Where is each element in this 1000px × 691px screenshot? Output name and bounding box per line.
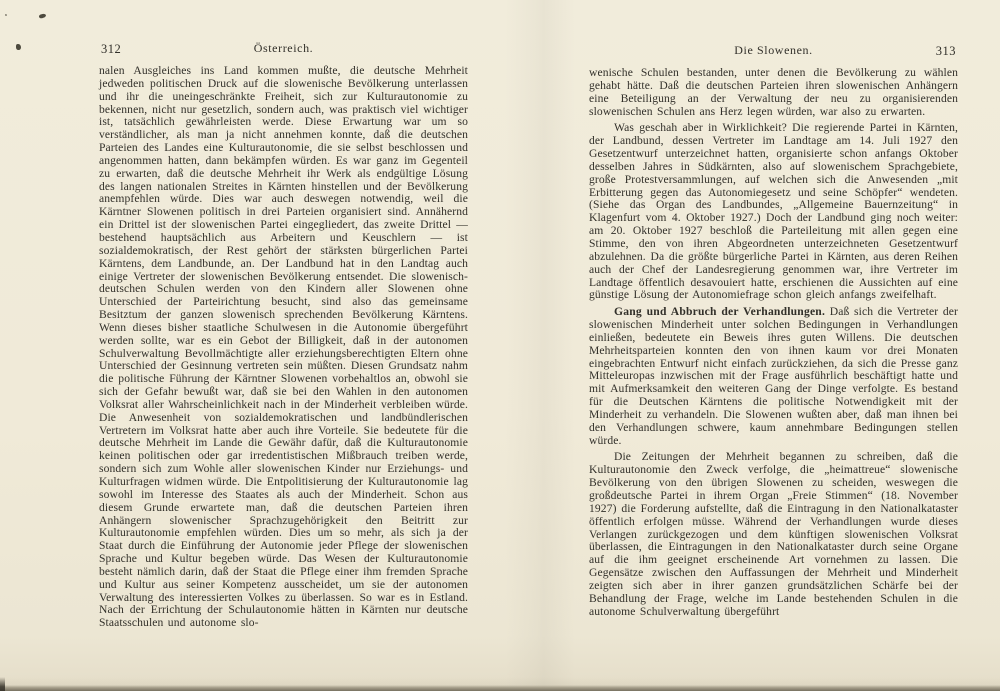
page-number-left: 312 — [101, 42, 122, 56]
ink-speck — [16, 44, 21, 50]
paragraph: Die Zeitungen der Mehrheit begannen zu schreiben, daß die Kulturautonomie den Zweck verfolge, die „heimattreue“ slowenische Bevölkerung von den übrigen Slowenen zu scheiden, weswegen die großdeutsche Partei in ihrem Organ „Freie Stimmen“ (18. November 1927) die Forderung aufstellte, daß die Eintragung in den Nationalkataster öffentlich erfolgen müsse. Während der Verhandlungen wurde dieses Verlangen zurückgezogen und dem künftigen slowenischen Volksrat überlassen, die Eintragungen in den Nationalkataster durch seine Organe auf die ihm geeignet erscheinende Art vornehmen zu lassen. Die Gegensätze zwischen den Auffassungen der Mehrheit und Minderheit zeigten sich aber in ihrer ganzen grundsätzlichen Schärfe bei der Behandlung der Frage, welche im Lande bestehenden Schulen in die autonome Schulverwaltung übergeführt — [589, 450, 958, 618]
running-head-right — [589, 43, 958, 58]
running-header-right: Die Slowenen. — [734, 43, 813, 57]
text-block-right — [589, 67, 958, 618]
page-number-right: 313 — [935, 44, 956, 58]
paragraph: Gang und Abbruch der Verhandlungen. Daß sich die Vertreter der slowenischen Minderheit unter solchen Bedingungen in Verhandlungen einließen, bedeutete ein Beweis ihres guten Willens. Die deutschen Mehrheitsparteien konnten den von ihnen kaum vor drei Monaten eingebrachten Entwurf nicht einfach zurückziehen, da sich die Presse ganz Mitteleuropas inzwischen mit der Frage ausführlich beschäftigt hatte und mit Aufmerksamkeit den weiteren Gang der Dinge verfolgte. Es bestand für die Deutschen Kärntens die politische Notwendigkeit mit der Minderheit zu verhandeln. Die Slowenen wußten aber, daß man ihnen bei den Verhandlungen schwere, kaum annehmbare Bedingungen stellen würde. — [589, 305, 958, 447]
paragraph: wenische Schulen bestanden, unter denen die Bevölkerung zu wählen gehabt hätte. Daß die deutschen Parteien ihren slowenischen Anhängern eine Beteiligung an der Verwaltung der neu zu organisierenden slowenischen Schulen ans Herz legen würden, war also zu erwarten. — [589, 66, 958, 118]
scan-bottom-edge — [0, 685, 1000, 691]
paragraph-lead: Gang und Abbruch der Verhandlungen. — [614, 305, 826, 319]
paragraph: nalen Ausgleiches ins Land kommen mußte, die deutsche Mehrheit jedweden politischen Druck auf die slowenische Bevölkerung unterlassen und ihr die uneingeschränkte Freiheit, sich zur Kulturautonomie zu bekennen, nicht nur gesetzlich, sondern auch, was praktisch viel wichtiger ist, tatsächlich gewährleisten werde. Diese Erwartung war um so verständlicher, als man ja nicht annehmen konnte, daß die deutschen Parteien des Landes eine Kulturautonomie, die sie selbst beschlossen und angenommen hatten, dann bekämpfen würden. Es war ganz im Gegenteil zu erwarten, daß die deutsche Mehrheit ihr Werk als endgültige Lösung des langen nationalen Streites in Kärnten hinstellen und der Bevölkerung anempfehlen würde. Dies war auch deswegen notwendig, weil die Kärntner Slowenen politisch in drei Parteien organisiert sind. Annähernd ein Drittel ist der slowenischen Partei eingegliedert, das zweite Drittel — bestehend hauptsächlich aus Arbeitern und Keuschlern — ist sozialdemokratisch, der Rest gehört der stärksten bürgerlichen Partei Kärntens, dem Landbunde, an. Der Landbund hat in den Landtag auch einige Vertreter der slowenischen Bevölkerung entsendet. Die slowenisch-deutschen Schulen werden von den Kindern aller Slowenen ohne Unterschied der Parteirichtung besucht, sind also das gemeinsame Besitztum der ganzen slowenisch sprechenden Bevölkerung Kärntens. Wenn dieses bisher staatliche Schulwesen in die Autonomie übergeführt werden sollte, war es ein Gebot der Billigkeit, daß in der autonomen Schulverwaltung Bevollmächtigte aller erziehungsberechtigten Eltern ohne Unterschied der Gesinnung vertreten sein müßten. Diesen Grundsatz nahm die politische Führung der Kärntner Slowenen vorbehaltlos an, obwohl sie sich der Gefahr bewußt war, daß sie bei den Wahlen in den autonomen Volksrat aller Wahrscheinlichkeit nach in der Minderheit verbleiben würde. Die Anwesenheit von sozialdemokratischen und landbündlerischen Vertretern im Volksrat hatte aber auch ihre Vorteile. Sie bedeutete für die deutsche Mehrheit im Lande die Gewähr dafür, daß die Kulturautonomie keinen politischen oder gar irredentistischen Mißbrauch treiben werde, sondern sich zum Wohle aller slowenischen Kinder nur Erziehungs- und Kulturfragen widmen würde. Die Entpolitisierung der Kulturautonomie lag sowohl im Interesse des Staates als auch der Minderheit. Schon aus diesem Grunde erwartete man, daß die deutschen Parteien ihren Anhängern slowenischer Sprachzugehörigkeit den Beitritt zur Kulturautonomie empfehlen würden. Dies um so mehr, als sich ja der Staat durch die Einführung der Autonomie jeder Pflege der slowenischen Sprache und Kultur begeben würde. Das Wesen der Kulturautonomie besteht nämlich darin, daß der Staat die Pflege einer ihm fremden Sprache und Kultur aus seiner Kompetenz ausscheidet, um sie der autonomen Verwaltung des interessierten Volkes zu überlassen. So war es in Estland. Nach der Errichtung der Schulautonomie hätten in Kärnten nur deutsche Staatsschulen und autonome slo- — [99, 64, 468, 630]
ink-speck — [5, 14, 7, 16]
ink-speck — [39, 13, 47, 19]
running-head-left — [99, 41, 468, 56]
text-block-left — [99, 65, 468, 630]
page-313 — [589, 43, 958, 618]
scan-corner-mark — [0, 677, 5, 691]
page-312 — [99, 41, 468, 630]
running-header-left: Österreich. — [253, 41, 314, 55]
paragraph: Was geschah aber in Wirklichkeit? Die regierende Partei in Kärnten, der Landbund, dessen Vertreter im Landtage am 14. Juli 1927 den Gesetzentwurf unterzeichnet hatten, organisierte schon anfangs Oktober desselben Jahres in Südkärnten, also auf slowenischem Sprachgebiete, große Protestversammlungen, auf welchen sich die Anwesenden „mit Erbitterung gegen das Autonomiegesetz und seine Schöpfer“ wendeten. (Siehe das Organ des Landbundes, „Allgemeine Bauernzeitung“ in Klagenfurt vom 4. Oktober 1927.) Doch der Landbund ging noch weiter: am 20. Oktober 1927 beschloß die Parteileitung mit allen gegen eine Stimme, den von ihren Abgeordneten unterzeichneten Gesetzentwurf abzulehnen. Da die größte bürgerliche Partei in Kärnten, aus deren Reihen auch der Chef der Landesregierung genommen war, ihre Vertreter im Landtage öffentlich desavouiert hatte, erschienen die Aussichten auf eine günstige Lösung der Autonomiefrage schon gleich anfangs zweifelhaft. — [589, 121, 958, 302]
page-gutter-shadow — [505, 0, 575, 691]
